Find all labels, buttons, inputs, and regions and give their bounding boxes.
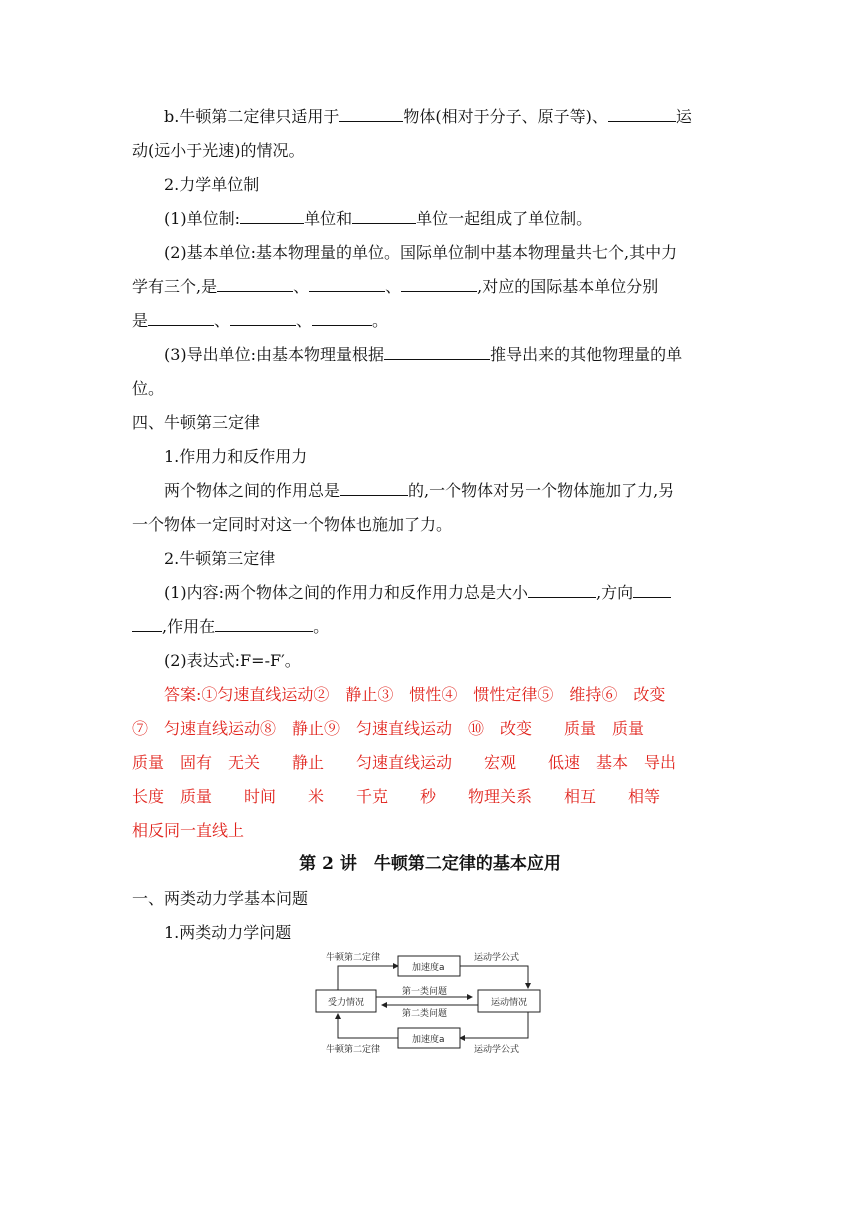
label-second-problem: 第二类问题 xyxy=(402,1009,448,1019)
arrow-top-right xyxy=(460,966,528,988)
fill-blank xyxy=(230,310,296,326)
label-bottom-left: 牛顿第二定律 xyxy=(326,1045,381,1055)
text-line: b.牛顿第二定律只适用于 物体(相对于分子、原子等)、 运 xyxy=(164,107,692,126)
fill-blank xyxy=(528,582,596,598)
fill-blank xyxy=(352,208,416,224)
fill-blank xyxy=(148,310,214,326)
label-bottom-box: 加速度a xyxy=(412,1035,445,1045)
answer-line: ⑦ 匀速直线运动⑧ 静止⑨ 匀速直线运动 ⑩ 改变 质量 质量 xyxy=(132,719,645,738)
fill-blank xyxy=(384,344,490,360)
text-line: 学有三个,是 、 、 ,对应的国际基本单位分别 xyxy=(132,277,659,296)
heading-unit-system: 2.力学单位制 xyxy=(164,175,260,194)
fill-blank xyxy=(401,276,477,292)
label-motion-box: 运动情况 xyxy=(491,998,528,1008)
heading-newton-third-law: 四、牛顿第三定律 xyxy=(132,413,261,432)
answer-line: 相反同一直线上 xyxy=(132,821,245,840)
fill-blank xyxy=(215,616,313,632)
text-line: (2)基本单位:基本物理量的单位。国际单位制中基本物理量共七个,其中力 xyxy=(164,243,678,262)
fill-blank xyxy=(339,106,403,122)
text-line: 一个物体一定同时对这一个物体也施加了力。 xyxy=(132,515,453,534)
section-title: 第 2 讲 牛顿第二定律的基本应用 xyxy=(299,854,561,874)
fill-blank xyxy=(633,582,671,598)
formula-line: (2)表达式:F=-F′。 xyxy=(164,651,301,670)
label-top-box: 加速度a xyxy=(412,963,445,973)
text-line: ,作用在 。 xyxy=(132,616,732,638)
text-line: (1)内容:两个物体之间的作用力和反作用力总是大小 ,方向 xyxy=(164,582,732,604)
text-line: 两个物体之间的作用总是 的,一个物体对另一个物体施加了力,另 xyxy=(164,481,675,500)
answer-line: 质量 固有 无关 静止 匀速直线运动 宏观 低速 基本 导出 xyxy=(132,753,677,772)
fill-blank xyxy=(608,106,676,122)
label-bottom-right: 运动学公式 xyxy=(474,1045,520,1055)
fill-blank xyxy=(132,616,162,632)
arrow-top-left xyxy=(338,966,398,990)
label-force-box: 受力情况 xyxy=(328,998,365,1008)
fill-blank xyxy=(217,276,293,292)
text-line: (3)导出单位:由基本物理量根据 推导出来的其他物理量的单 xyxy=(164,345,683,364)
label-first-problem: 第一类问题 xyxy=(402,987,448,997)
arrow-bottom-right xyxy=(460,1012,528,1038)
label-top-right: 运动学公式 xyxy=(474,953,520,963)
subsection-heading: 1.两类动力学问题 xyxy=(164,923,292,942)
label-top-left: 牛顿第二定律 xyxy=(326,953,381,963)
fill-blank xyxy=(309,276,385,292)
dynamics-problem-diagram xyxy=(312,948,546,1056)
answer-line: 长度 质量 时间 米 千克 秒 物理关系 相互 相等 xyxy=(132,787,661,806)
answer-line: 答案:①匀速直线运动② 静止③ 惯性④ 惯性定律⑤ 维持⑥ 改变 xyxy=(164,685,666,704)
heading-third-law: 2.牛顿第三定律 xyxy=(164,549,276,568)
section-heading: 一、两类动力学基本问题 xyxy=(132,889,309,908)
text-line: 位。 xyxy=(132,379,165,398)
text-line: 动(远小于光速)的情况。 xyxy=(132,141,305,160)
fill-blank xyxy=(340,480,408,496)
heading-action-reaction: 1.作用力和反作用力 xyxy=(164,447,308,466)
fill-blank xyxy=(240,208,304,224)
text-line: (1)单位制: 单位和 单位一起组成了单位制。 xyxy=(164,209,593,228)
arrow-bottom-left xyxy=(338,1014,398,1038)
text-line: 是 、 、 。 xyxy=(132,311,389,330)
fill-blank xyxy=(312,310,372,326)
